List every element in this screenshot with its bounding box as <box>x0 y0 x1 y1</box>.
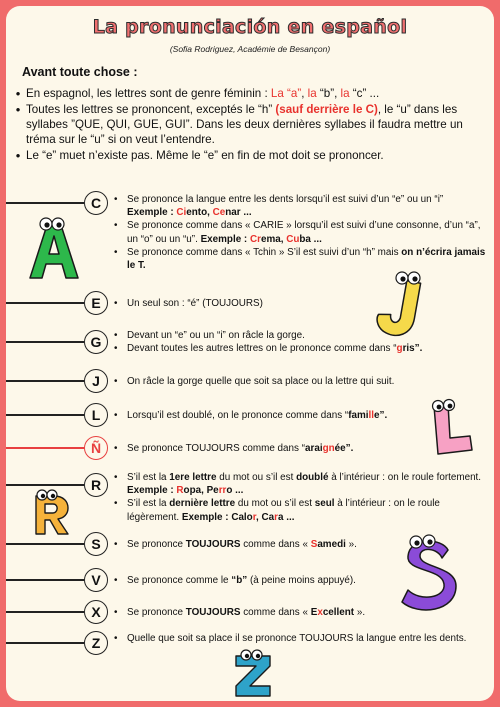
letter-desc-r: • S’il est la 1ere lettre du mot ou s’il est doublé à l’intérieur : on le roule fortement. Exemple : Ropa, Perro ... • S’il est la dernière lettre du mot ou s’il est seul à l’intérieur : on le roule légèrement. Exemple : Calor, Cara ... <box>114 472 482 523</box>
worksheet <box>6 6 494 701</box>
letter-desc-c: • Se prononce la langue entre les dents lorsqu’il est suivi d’un “e” ou un “i” Exemple : Ciento, Cenar ... • Se prononce comme dans « CARIE » lorsqu’il est suivi d’une consonne, d’un “a”, un “o” ou un “u”. Exemple : Crema, Cuba ... • Se prononce comme dans « Tchin » S’il est suivi d’un “h” mais on n’écrira jamais le T. <box>114 194 486 272</box>
letter-badge: V <box>84 568 108 592</box>
cartoon-letter-s-icon <box>396 528 462 614</box>
cartoon-letter-r-icon <box>30 488 74 536</box>
letter-badge: L <box>84 403 108 427</box>
letter-badge: X <box>84 600 108 624</box>
letter-desc-e: • Un seul son : “é” (TOUJOURS) <box>114 298 263 309</box>
letter-desc-z: • Quelle que soit sa place il se prononce TOUJOURS la langue entre les dents. <box>114 633 467 644</box>
intro-heading: Avant toute chose : <box>22 65 138 79</box>
letter-desc-j: • On râcle la gorge quelle que soit sa place ou la lettre qui suit. <box>114 376 395 387</box>
cartoon-letter-l-icon <box>420 394 478 456</box>
letter-desc-l: • Lorsqu’il est doublé, on le prononce comme dans “famille”. <box>114 410 388 421</box>
cartoon-letter-z-icon <box>230 646 276 698</box>
letter-desc-x: • Se prononce TOUJOURS comme dans « Excellent ». <box>114 607 366 618</box>
letter-badge: R <box>84 473 108 497</box>
letter-desc-n: • Se prononce TOUJOURS comme dans “araignée”. <box>114 443 354 454</box>
cartoon-letter-j-icon <box>372 268 428 342</box>
letter-desc-s: • Se prononce TOUJOURS comme dans « Samedi ». <box>114 539 357 550</box>
letter-badge: S <box>84 532 108 556</box>
intro-list <box>10 86 488 164</box>
page-subtitle: (Sofia Rodriguez, Académie de Besançon) <box>169 44 331 54</box>
letter-badge: G <box>84 330 108 354</box>
intro-item: • Le “e” muet n’existe pas. Même le “e” en fin de mot doit se prononcer. <box>15 148 384 163</box>
intro-item: • En espagnol, les lettres sont de genre féminin : La “a”, la “b”, la “c” ... <box>15 86 380 101</box>
cartoon-letter-a-icon <box>24 214 84 282</box>
page-title: La pronunciación en español <box>92 16 408 38</box>
letter-badge: C <box>84 191 108 215</box>
letter-badge: Z <box>84 631 108 655</box>
letter-badge: E <box>84 291 108 315</box>
letter-badge: Ñ <box>84 436 108 460</box>
letter-badge: J <box>84 369 108 393</box>
letter-desc-g: • Devant un “e” ou un “i” on râcle la gorge. • Devant toutes les autres lettres on le prononce comme dans “gris”. <box>114 330 423 355</box>
letter-desc-v: • Se prononce comme le “b” (à peine moins appuyé). <box>114 575 356 586</box>
intro-item: • Toutes les lettres se prononcent, exceptés le “h” (sauf derrière le C), le “u” dans les syllabes ”QUE, QUI, GUE, GUI”. Dans les deux dernières syllabes il faudra mettre un tréma sur le “u” si on veut l’entendre. <box>15 102 463 146</box>
